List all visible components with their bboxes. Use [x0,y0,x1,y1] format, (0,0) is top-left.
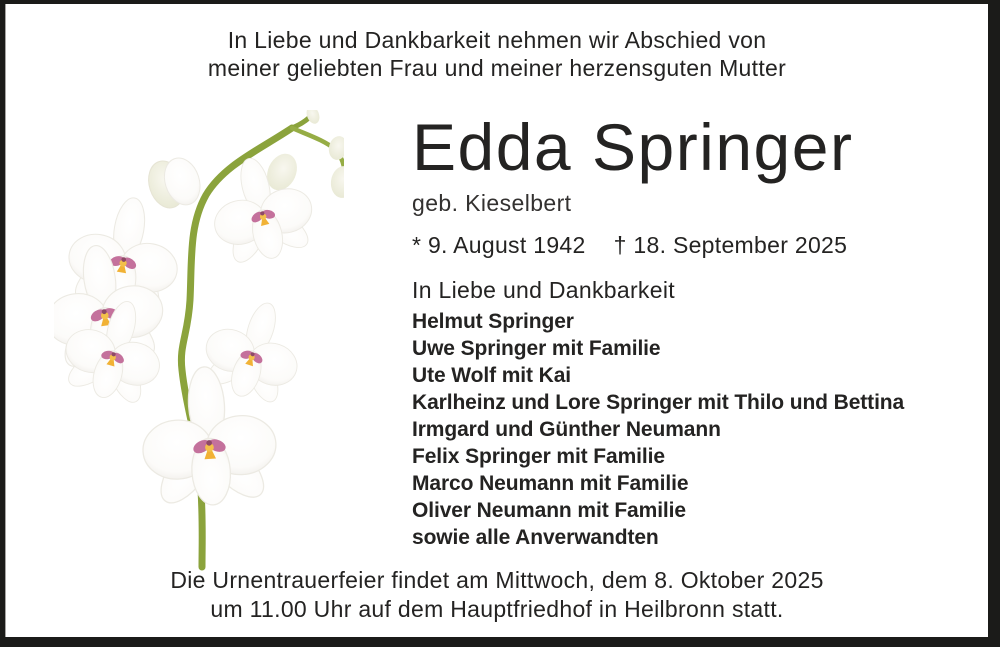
mourning-intro: In Liebe und Dankbarkeit [412,277,675,303]
mourner-line: Irmgard und Günther Neumann [412,418,721,441]
mourner-line: Oliver Neumann mit Familie [412,499,686,522]
mourner-line: Uwe Springer mit Familie [412,337,661,360]
intro-line-1: In Liebe und Dankbarkeit nehmen wir Abschied von [227,27,767,53]
birth-date: * 9. August 1942 [412,232,586,258]
mourner-line: Ute Wolf mit Kai [412,364,572,387]
notice-body [412,110,987,551]
funeral-info [6,566,988,624]
life-dates [412,232,987,258]
mourner-line: Helmut Springer [412,310,574,333]
mourner-line: Karlheinz und Lore Springer mit Thilo und Bettina [412,391,905,414]
mourner-line: Felix Springer mit Familie [412,445,665,468]
mourners-list [412,308,987,551]
maiden-name: geb. Kieselbert [412,190,572,216]
intro-text [6,26,988,82]
notice-paper [5,4,988,637]
death-date: † 18. September 2025 [613,232,848,258]
mourner-line: Marco Neumann mit Familie [412,472,689,495]
deceased-name: Edda Springer [412,110,854,184]
intro-line-2: meiner geliebten Frau und meiner herzensguten Mutter [207,55,787,81]
mourner-line: sowie alle Anverwandten [412,526,659,549]
orchid-flower-image [54,110,344,575]
funeral-line-1: Die Urnentrauerfeier findet am Mittwoch, dem 8. Oktober 2025 [170,567,824,593]
funeral-line-2: um 11.00 Uhr auf dem Hauptfriedhof in Heilbronn statt. [210,596,784,622]
